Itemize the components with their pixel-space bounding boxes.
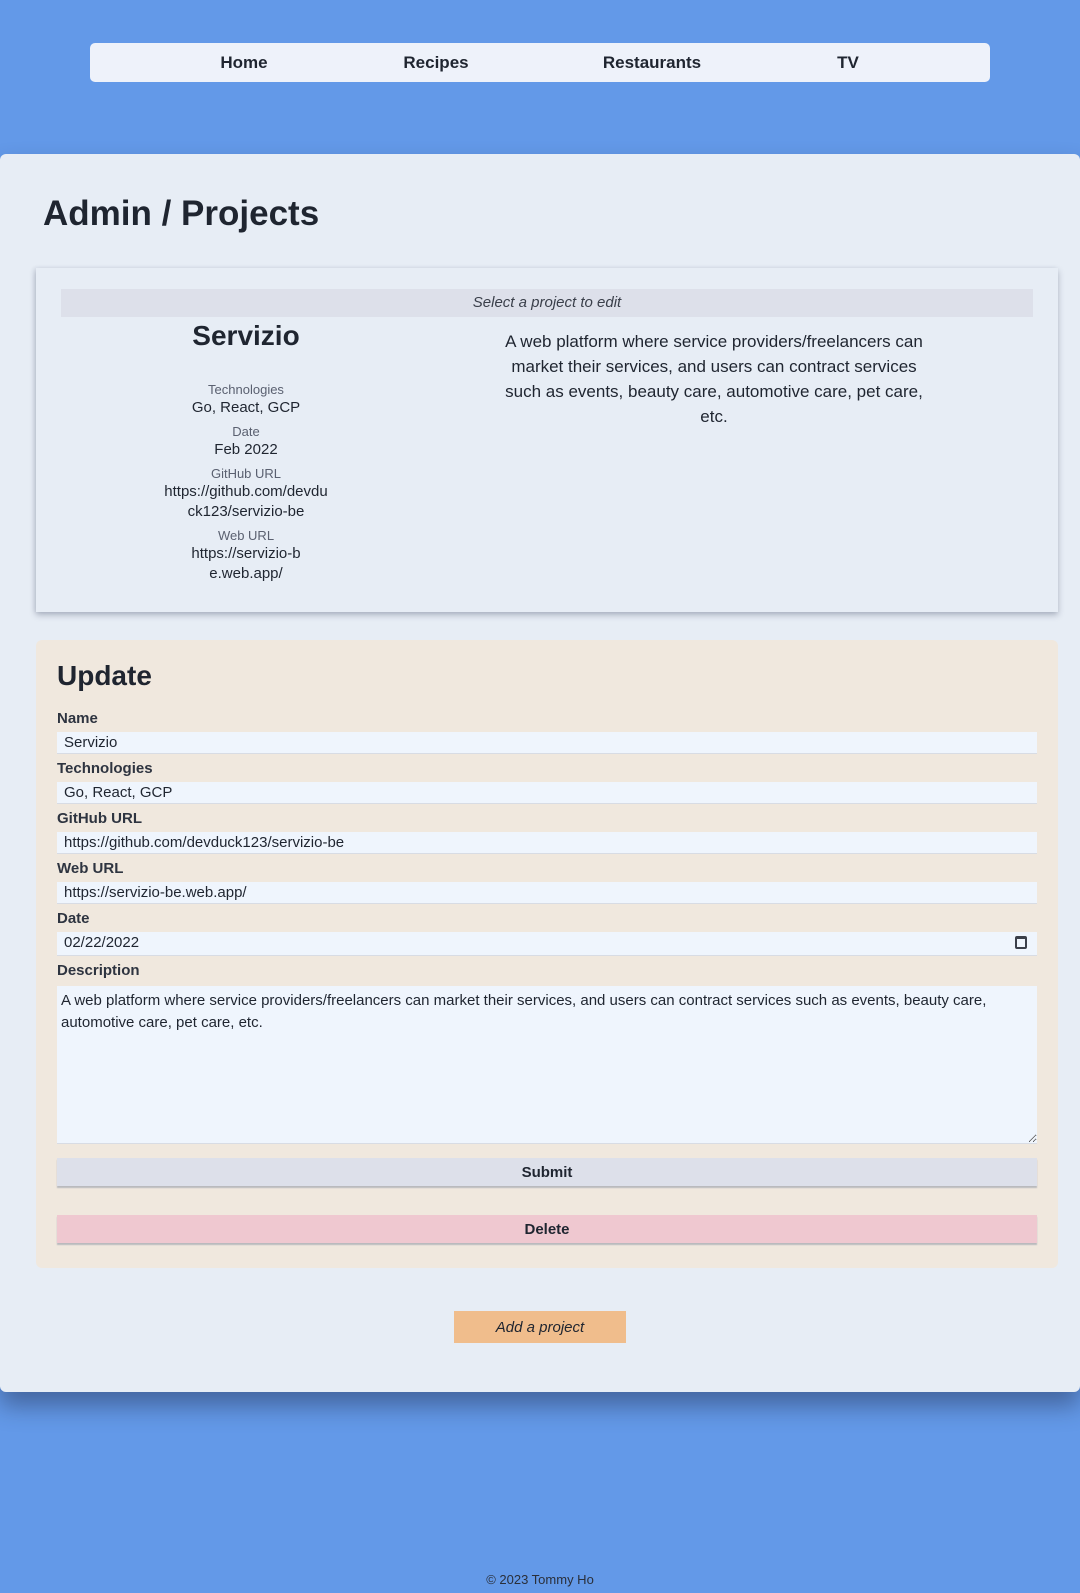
nav-item-restaurants[interactable]: Restaurants	[602, 53, 702, 72]
footer-copyright: © 2023 Tommy Ho	[486, 1572, 594, 1587]
page-title: Admin / Projects	[43, 194, 320, 233]
nav-item-tv[interactable]: TV	[837, 53, 859, 72]
description-label: Description	[57, 962, 140, 979]
project-viewer	[36, 268, 1058, 612]
web-url-label: Web URL	[57, 860, 124, 877]
description-textarea[interactable]	[57, 986, 1037, 1144]
web-url-value: https://servizio-be.web.app/	[191, 545, 301, 582]
technologies-input[interactable]	[57, 782, 1037, 804]
date-value: 02/22/2022	[64, 934, 140, 951]
github-value: https://github.com/devduck123/servizio-be	[164, 483, 328, 520]
technologies-value: Go, React, GCP	[191, 399, 301, 416]
project-name: Servizio	[192, 320, 300, 351]
project-description: A web platform where service providers/freelancers can market their services, and users can contract services such as events, beauty care, automotive care, pet care, etc.	[505, 332, 923, 426]
update-form	[36, 640, 1058, 1268]
github-url-label: GitHub URL	[57, 810, 142, 827]
date-label: Date	[232, 424, 260, 439]
project-details	[161, 320, 331, 584]
date-input[interactable]	[57, 932, 1037, 956]
nav-item-recipes[interactable]: Recipes	[403, 53, 469, 72]
name-label: Name	[57, 710, 98, 727]
submit-button[interactable]: Submit	[57, 1158, 1037, 1186]
name-input[interactable]	[57, 732, 1037, 754]
web-url-label: Web URL	[217, 528, 275, 543]
update-title: Update	[57, 660, 152, 691]
date-value: Feb 2022	[214, 441, 278, 458]
delete-button[interactable]: Delete	[57, 1215, 1037, 1243]
main-card	[0, 154, 1080, 1392]
date-label: Date	[57, 910, 90, 927]
calendar-icon[interactable]	[1015, 936, 1027, 949]
select-project-hint[interactable]: Select a project to edit	[61, 289, 1033, 317]
technologies-label: Technologies	[208, 382, 284, 397]
nav-item-home[interactable]: Home	[220, 53, 268, 72]
github-url-input[interactable]	[57, 832, 1037, 854]
technologies-label: Technologies	[57, 760, 153, 777]
github-label: GitHub URL	[210, 466, 282, 481]
top-nav	[90, 43, 990, 82]
web-url-input[interactable]	[57, 882, 1037, 904]
add-project-button[interactable]: Add a project	[454, 1311, 626, 1343]
